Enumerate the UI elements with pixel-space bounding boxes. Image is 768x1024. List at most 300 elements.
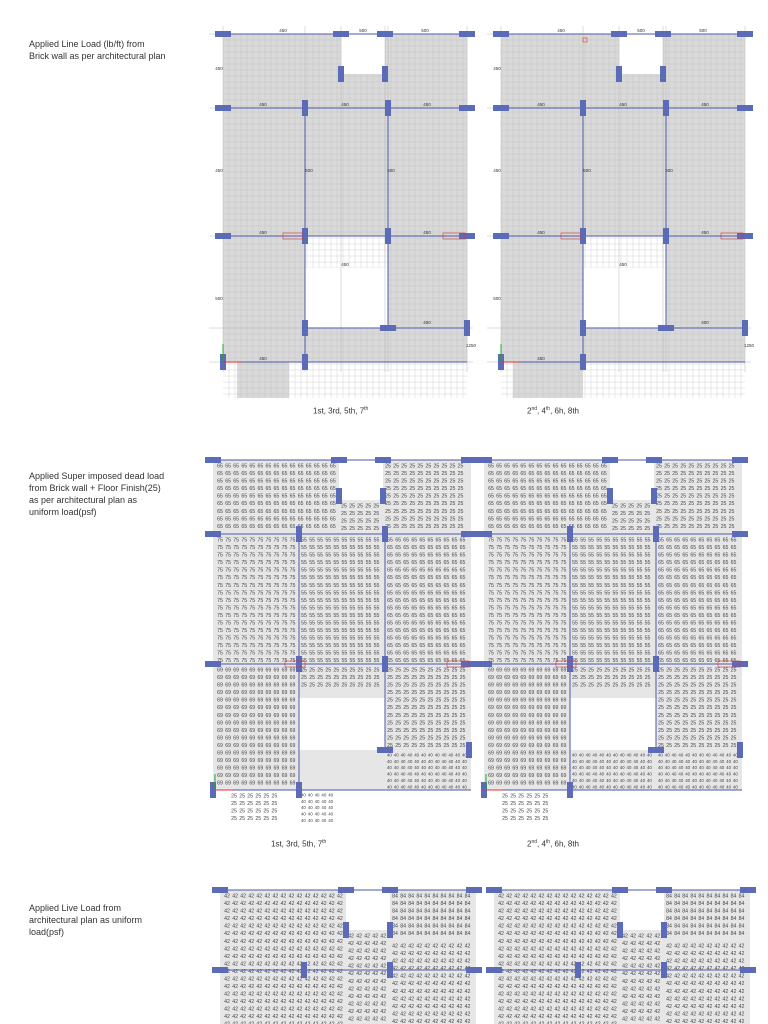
svg-text:75: 75	[536, 597, 543, 604]
svg-text:65: 65	[658, 620, 664, 627]
svg-text:40: 40	[599, 758, 605, 764]
svg-text:69: 69	[281, 773, 288, 780]
svg-text:42: 42	[682, 1003, 689, 1010]
svg-text:75: 75	[257, 560, 264, 567]
svg-text:42: 42	[400, 958, 406, 965]
svg-text:25: 25	[403, 727, 410, 734]
svg-text:55: 55	[636, 635, 643, 642]
svg-text:55: 55	[636, 643, 643, 650]
svg-text:25: 25	[580, 667, 586, 674]
svg-text:75: 75	[281, 628, 288, 635]
svg-text:55: 55	[580, 658, 586, 665]
svg-text:40: 40	[427, 777, 433, 783]
svg-text:42: 42	[240, 984, 247, 991]
svg-text:25: 25	[309, 667, 315, 674]
caption-text: 1st, 3rd, 5th, 7	[271, 839, 323, 849]
svg-text:65: 65	[536, 516, 543, 523]
svg-text:42: 42	[408, 981, 415, 988]
svg-text:42: 42	[522, 961, 529, 968]
svg-text:65: 65	[451, 552, 458, 559]
svg-text:65: 65	[443, 590, 450, 597]
svg-text:75: 75	[496, 635, 502, 642]
svg-text:42: 42	[630, 993, 636, 1000]
column-marker	[486, 887, 502, 893]
svg-text:40: 40	[705, 777, 711, 783]
svg-text:25: 25	[427, 682, 434, 689]
svg-text:55: 55	[349, 597, 356, 604]
svg-text:55: 55	[628, 567, 635, 574]
svg-text:25: 25	[393, 486, 399, 493]
svg-text:69: 69	[241, 750, 248, 757]
svg-text:42: 42	[416, 988, 423, 995]
svg-text:84: 84	[714, 901, 721, 908]
svg-text:65: 65	[427, 560, 434, 567]
svg-text:42: 42	[594, 976, 601, 983]
svg-text:25: 25	[401, 501, 408, 508]
svg-text:42: 42	[448, 951, 455, 958]
svg-text:25: 25	[730, 712, 737, 719]
svg-text:25: 25	[664, 501, 670, 508]
svg-text:25: 25	[728, 516, 735, 523]
svg-text:84: 84	[400, 923, 406, 930]
svg-text:55: 55	[309, 552, 315, 559]
column-marker	[302, 320, 308, 336]
svg-text:42: 42	[408, 1003, 415, 1010]
caption-sup: th	[364, 406, 369, 412]
svg-text:40: 40	[619, 771, 625, 777]
svg-text:25: 25	[688, 508, 695, 515]
svg-text:69: 69	[512, 690, 519, 697]
svg-text:42: 42	[408, 966, 415, 973]
svg-text:25: 25	[449, 501, 456, 508]
svg-text:69: 69	[273, 750, 280, 757]
svg-text:69: 69	[496, 667, 502, 674]
svg-text:65: 65	[600, 471, 607, 478]
svg-text:75: 75	[241, 582, 248, 589]
svg-text:42: 42	[272, 893, 279, 900]
plan-live-odd	[212, 884, 482, 1024]
svg-text:69: 69	[273, 675, 280, 682]
svg-text:65: 65	[512, 516, 519, 523]
svg-text:42: 42	[538, 946, 545, 953]
svg-text:55: 55	[588, 575, 595, 582]
svg-text:75: 75	[289, 650, 296, 657]
svg-text:42: 42	[364, 1001, 371, 1008]
svg-text:40: 40	[612, 752, 618, 758]
svg-text:69: 69	[233, 675, 240, 682]
svg-text:25: 25	[698, 727, 705, 734]
svg-text:75: 75	[249, 582, 256, 589]
svg-text:55: 55	[373, 612, 380, 619]
svg-text:65: 65	[459, 575, 466, 582]
svg-text:42: 42	[364, 986, 371, 993]
svg-text:42: 42	[280, 968, 287, 975]
svg-text:25: 25	[656, 471, 662, 478]
svg-text:65: 65	[560, 523, 567, 530]
svg-text:75: 75	[249, 560, 256, 567]
svg-text:25: 25	[395, 690, 401, 697]
svg-text:42: 42	[304, 1014, 311, 1021]
svg-text:75: 75	[241, 650, 248, 657]
svg-text:69: 69	[536, 667, 543, 674]
svg-text:69: 69	[536, 773, 543, 780]
svg-text:40: 40	[698, 771, 704, 777]
svg-text:75: 75	[528, 628, 535, 635]
svg-text:42: 42	[586, 976, 593, 983]
svg-text:65: 65	[217, 478, 223, 485]
svg-text:69: 69	[544, 720, 551, 727]
svg-text:25: 25	[411, 720, 418, 727]
svg-text:55: 55	[580, 575, 586, 582]
svg-text:75: 75	[273, 545, 280, 552]
svg-text:42: 42	[530, 916, 537, 923]
svg-text:42: 42	[328, 961, 335, 968]
svg-text:42: 42	[514, 916, 521, 923]
svg-text:55: 55	[596, 635, 603, 642]
svg-text:42: 42	[336, 1006, 343, 1013]
svg-text:25: 25	[387, 720, 393, 727]
svg-text:75: 75	[281, 658, 288, 665]
svg-text:25: 25	[341, 667, 348, 674]
svg-text:65: 65	[395, 537, 401, 544]
svg-text:42: 42	[610, 908, 617, 915]
svg-text:25: 25	[636, 503, 643, 510]
svg-text:42: 42	[622, 993, 628, 1000]
svg-text:69: 69	[560, 682, 567, 689]
svg-text:69: 69	[504, 667, 511, 674]
svg-text:65: 65	[714, 567, 721, 574]
svg-text:42: 42	[364, 978, 371, 985]
caption-text: , 4	[537, 406, 546, 416]
svg-text:84: 84	[392, 931, 398, 938]
svg-text:75: 75	[488, 650, 494, 657]
svg-text:25: 25	[395, 705, 401, 712]
svg-text:65: 65	[512, 463, 519, 470]
svg-text:55: 55	[588, 567, 595, 574]
svg-text:42: 42	[622, 1016, 628, 1023]
svg-text:65: 65	[233, 471, 240, 478]
svg-text:42: 42	[288, 938, 295, 945]
svg-text:55: 55	[325, 643, 332, 650]
dimension-label: 450	[423, 230, 431, 235]
svg-text:65: 65	[568, 471, 575, 478]
svg-text:55: 55	[365, 658, 372, 665]
svg-text:40: 40	[461, 784, 467, 790]
svg-text:55: 55	[341, 575, 348, 582]
svg-text:65: 65	[451, 628, 458, 635]
svg-text:25: 25	[720, 493, 727, 500]
svg-text:42: 42	[562, 1014, 569, 1021]
svg-text:75: 75	[504, 597, 511, 604]
svg-text:42: 42	[224, 961, 230, 968]
svg-text:25: 25	[417, 508, 424, 515]
svg-text:25: 25	[401, 516, 408, 523]
svg-text:25: 25	[459, 712, 466, 719]
svg-text:25: 25	[451, 720, 458, 727]
svg-text:55: 55	[636, 567, 643, 574]
svg-text:42: 42	[264, 984, 271, 991]
svg-text:75: 75	[520, 560, 527, 567]
svg-text:25: 25	[417, 471, 424, 478]
svg-text:55: 55	[588, 560, 595, 567]
svg-text:42: 42	[240, 968, 247, 975]
svg-text:75: 75	[560, 605, 567, 612]
dimension-label: 500	[387, 168, 395, 173]
svg-text:65: 65	[504, 463, 511, 470]
svg-text:55: 55	[572, 537, 578, 544]
svg-text:75: 75	[512, 582, 519, 589]
svg-text:42: 42	[690, 958, 697, 965]
svg-text:75: 75	[496, 560, 502, 567]
svg-text:42: 42	[448, 958, 455, 965]
svg-text:75: 75	[225, 658, 231, 665]
svg-text:65: 65	[451, 582, 458, 589]
load-grid-65	[217, 464, 336, 530]
svg-text:55: 55	[357, 560, 364, 567]
svg-text:42: 42	[654, 978, 661, 985]
column-marker	[296, 656, 302, 672]
svg-text:40: 40	[685, 771, 691, 777]
svg-text:65: 65	[265, 501, 272, 508]
svg-text:55: 55	[373, 658, 380, 665]
svg-text:75: 75	[265, 537, 272, 544]
svg-text:42: 42	[570, 991, 577, 998]
svg-text:25: 25	[231, 793, 237, 800]
svg-text:75: 75	[560, 612, 567, 619]
svg-text:65: 65	[249, 501, 256, 508]
column-marker	[215, 233, 231, 239]
svg-text:25: 25	[722, 720, 729, 727]
svg-text:42: 42	[738, 996, 745, 1003]
svg-text:69: 69	[544, 705, 551, 712]
svg-text:65: 65	[233, 486, 240, 493]
svg-text:42: 42	[264, 923, 271, 930]
svg-text:42: 42	[498, 931, 504, 938]
dimension-label: 450	[701, 230, 709, 235]
svg-text:65: 65	[411, 545, 418, 552]
svg-text:42: 42	[256, 1006, 263, 1013]
svg-text:55: 55	[636, 582, 643, 589]
svg-text:75: 75	[552, 537, 559, 544]
svg-text:42: 42	[730, 1011, 737, 1018]
svg-text:65: 65	[560, 478, 567, 485]
svg-text:42: 42	[304, 991, 311, 998]
svg-text:42: 42	[320, 901, 327, 908]
svg-text:65: 65	[403, 582, 410, 589]
svg-text:65: 65	[730, 545, 737, 552]
svg-text:69: 69	[289, 742, 296, 749]
column-marker	[602, 457, 618, 463]
column-marker	[459, 31, 475, 37]
svg-text:25: 25	[656, 463, 662, 470]
svg-text:42: 42	[738, 958, 745, 965]
svg-text:42: 42	[240, 946, 247, 953]
svg-text:42: 42	[364, 993, 371, 1000]
svg-text:75: 75	[265, 643, 272, 650]
svg-text:69: 69	[281, 712, 288, 719]
svg-text:42: 42	[730, 966, 737, 973]
svg-text:65: 65	[297, 493, 304, 500]
svg-text:55: 55	[333, 658, 340, 665]
svg-text:69: 69	[496, 758, 502, 765]
svg-text:65: 65	[403, 575, 410, 582]
svg-text:69: 69	[552, 720, 559, 727]
svg-text:25: 25	[411, 682, 418, 689]
svg-text:55: 55	[373, 597, 380, 604]
svg-text:65: 65	[387, 628, 393, 635]
svg-text:84: 84	[456, 901, 463, 908]
column-marker	[205, 531, 221, 537]
svg-text:42: 42	[380, 963, 387, 970]
svg-text:75: 75	[504, 590, 511, 597]
svg-text:69: 69	[265, 690, 272, 697]
svg-text:40: 40	[664, 752, 670, 758]
svg-text:75: 75	[289, 643, 296, 650]
svg-text:25: 25	[341, 503, 347, 510]
svg-text:55: 55	[301, 582, 307, 589]
svg-text:25: 25	[317, 675, 324, 682]
svg-text:65: 65	[321, 501, 328, 508]
svg-text:42: 42	[400, 1018, 406, 1024]
svg-text:55: 55	[596, 597, 603, 604]
svg-text:69: 69	[488, 742, 494, 749]
svg-text:25: 25	[644, 682, 651, 689]
svg-text:69: 69	[265, 712, 272, 719]
svg-text:84: 84	[722, 901, 729, 908]
svg-text:55: 55	[620, 567, 627, 574]
column-marker	[737, 742, 743, 758]
svg-text:55: 55	[341, 643, 348, 650]
svg-text:69: 69	[528, 773, 535, 780]
svg-text:65: 65	[459, 612, 466, 619]
svg-text:65: 65	[297, 508, 304, 515]
svg-text:40: 40	[421, 758, 426, 764]
svg-text:84: 84	[666, 908, 672, 915]
svg-text:40: 40	[461, 758, 467, 764]
svg-text:69: 69	[496, 773, 502, 780]
svg-text:25: 25	[728, 493, 735, 500]
svg-text:42: 42	[296, 901, 303, 908]
svg-text:40: 40	[307, 792, 313, 798]
svg-text:65: 65	[313, 508, 320, 515]
svg-text:65: 65	[281, 508, 288, 515]
svg-text:42: 42	[232, 991, 238, 998]
svg-text:65: 65	[297, 501, 304, 508]
svg-text:65: 65	[387, 545, 393, 552]
svg-text:42: 42	[554, 946, 561, 953]
svg-text:65: 65	[395, 552, 401, 559]
svg-text:42: 42	[364, 963, 371, 970]
svg-text:65: 65	[435, 643, 442, 650]
svg-text:42: 42	[424, 1011, 431, 1018]
svg-text:75: 75	[552, 612, 559, 619]
svg-text:65: 65	[403, 537, 410, 544]
svg-text:55: 55	[572, 643, 578, 650]
svg-text:42: 42	[538, 916, 545, 923]
svg-text:25: 25	[666, 705, 672, 712]
svg-text:75: 75	[512, 605, 519, 612]
svg-text:69: 69	[249, 675, 256, 682]
column-marker	[493, 105, 509, 111]
column-marker	[380, 488, 386, 504]
svg-text:65: 65	[273, 486, 280, 493]
svg-text:75: 75	[488, 582, 494, 589]
svg-text:69: 69	[504, 705, 511, 712]
svg-text:42: 42	[416, 973, 423, 980]
svg-text:65: 65	[435, 597, 442, 604]
svg-text:65: 65	[395, 635, 401, 642]
svg-text:75: 75	[265, 545, 272, 552]
svg-text:42: 42	[328, 893, 335, 900]
svg-text:69: 69	[512, 712, 519, 719]
svg-text:40: 40	[692, 784, 697, 790]
svg-text:42: 42	[364, 941, 371, 948]
svg-text:84: 84	[674, 923, 680, 930]
svg-text:42: 42	[706, 981, 713, 988]
svg-text:55: 55	[596, 643, 603, 650]
svg-text:25: 25	[730, 675, 737, 682]
svg-text:42: 42	[380, 978, 387, 985]
svg-text:25: 25	[674, 690, 681, 697]
svg-text:75: 75	[225, 605, 231, 612]
svg-text:65: 65	[313, 501, 320, 508]
svg-text:55: 55	[620, 590, 627, 597]
svg-text:25: 25	[596, 675, 603, 682]
svg-text:25: 25	[664, 463, 670, 470]
svg-text:55: 55	[349, 605, 356, 612]
svg-text:42: 42	[586, 893, 593, 900]
column-marker	[616, 66, 622, 82]
svg-text:40: 40	[441, 752, 447, 758]
svg-text:42: 42	[514, 908, 521, 915]
svg-text:25: 25	[417, 478, 424, 485]
svg-text:42: 42	[264, 976, 271, 983]
svg-text:42: 42	[248, 984, 255, 991]
svg-text:55: 55	[357, 537, 364, 544]
svg-text:42: 42	[288, 1006, 295, 1013]
svg-text:42: 42	[586, 931, 593, 938]
slab-area	[237, 362, 289, 398]
svg-text:42: 42	[722, 943, 729, 950]
svg-text:65: 65	[544, 463, 551, 470]
svg-text:42: 42	[320, 946, 327, 953]
svg-text:42: 42	[304, 908, 311, 915]
svg-text:55: 55	[604, 560, 611, 567]
svg-text:65: 65	[682, 567, 689, 574]
svg-text:65: 65	[496, 523, 502, 530]
svg-text:69: 69	[496, 780, 502, 787]
svg-text:65: 65	[459, 545, 466, 552]
svg-text:25: 25	[393, 478, 399, 485]
svg-text:25: 25	[435, 697, 442, 704]
svg-text:75: 75	[528, 597, 535, 604]
svg-text:42: 42	[416, 966, 423, 973]
svg-text:42: 42	[240, 901, 247, 908]
svg-text:65: 65	[451, 597, 458, 604]
svg-text:55: 55	[620, 545, 627, 552]
svg-text:55: 55	[628, 612, 635, 619]
svg-text:75: 75	[281, 582, 288, 589]
svg-text:55: 55	[341, 545, 348, 552]
svg-text:65: 65	[544, 478, 551, 485]
svg-text:65: 65	[403, 643, 410, 650]
svg-text:65: 65	[706, 597, 713, 604]
svg-text:25: 25	[435, 675, 442, 682]
svg-text:75: 75	[217, 590, 223, 597]
svg-text:69: 69	[217, 735, 223, 742]
svg-text:40: 40	[626, 771, 632, 777]
svg-text:42: 42	[456, 1018, 463, 1024]
